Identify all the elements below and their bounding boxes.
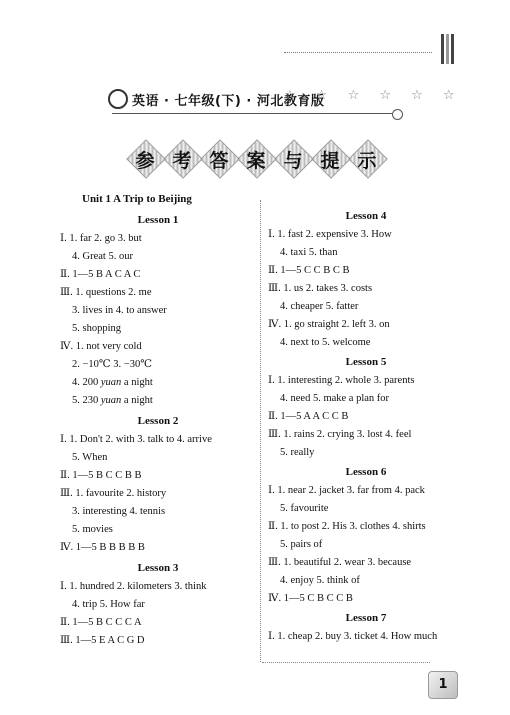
answer-line: 4. next to 5. welcome: [280, 337, 371, 348]
answer-line: 4. cheaper 5. fatter: [280, 301, 359, 312]
answer-line: 4. enjoy 5. think of: [280, 575, 360, 586]
answer-line: 5. favourite: [280, 503, 329, 514]
heading-char: 提: [312, 140, 348, 176]
section-heading: [127, 140, 385, 176]
lesson-title: Lesson 3: [137, 562, 179, 574]
answer-line: 5. pairs of: [280, 539, 323, 550]
answer-line: 4. Great 5. our: [72, 251, 133, 262]
unit-title: Unit 1 A Trip to Beijing: [82, 193, 192, 205]
top-dotted-rule: [284, 52, 432, 53]
answer-line: Ⅲ. 1. rains 2. crying 3. lost 4. feel: [268, 429, 412, 440]
answer-line: 3. lives in 4. to answer: [72, 305, 167, 316]
answer-line: Ⅲ. 1. us 2. takes 3. costs: [268, 283, 373, 294]
answer-line: Ⅱ. 1—5 B C C C A: [60, 617, 142, 628]
answer-line: 4. need 5. make a plan for: [280, 393, 390, 404]
answer-line: Ⅳ. 1. not very cold: [60, 341, 142, 352]
heading-char: 示: [349, 140, 385, 176]
answer-line: Ⅰ. 1. Don't 2. with 3. talk to 4. arrive: [60, 434, 212, 445]
answer-line: 4. taxi 5. than: [280, 247, 338, 258]
answer-line: Ⅳ. 1—5 B B B B B: [60, 542, 145, 553]
answer-line: Ⅰ. 1. far 2. go 3. but: [60, 233, 142, 244]
answer-line: Ⅲ. 1—5 E A C G D: [60, 635, 145, 646]
star-row-icon: ☆ ☆ ☆ ☆ ☆ ☆: [284, 88, 463, 103]
lesson-title: Lesson 6: [345, 466, 387, 478]
answer-line: 3. interesting 4. tennis: [72, 506, 166, 517]
answer-line: Ⅱ. 1—5 B A C A C: [60, 269, 141, 280]
answer-line: Ⅳ. 1. go straight 2. left 3. on: [268, 319, 390, 330]
answer-line: Ⅱ. 1—5 C C B C B: [268, 265, 350, 276]
answer-line: Ⅱ. 1—5 A A C C B: [268, 411, 349, 422]
footer-dotted-rule: [262, 662, 430, 663]
answer-line: 5. When: [72, 452, 108, 463]
lesson-title: Lesson 7: [345, 612, 387, 624]
answer-line: Ⅱ. 1—5 B C C B B: [60, 470, 142, 481]
answer-line: Ⅲ. 1. questions 2. me: [60, 287, 152, 298]
answer-line: Ⅱ. 1. to post 2. His 3. clothes 4. shirts: [268, 521, 426, 532]
answer-line: 5. movies: [72, 524, 113, 535]
answer-line: 4. 200 yuan a night: [72, 377, 153, 388]
answer-line: 4. trip 5. How far: [72, 599, 145, 610]
book-banner: [108, 88, 463, 110]
column-divider: [260, 200, 261, 662]
small-ring-icon: [392, 109, 403, 120]
heading-char: 案: [238, 140, 274, 176]
lesson-title: Lesson 1: [137, 214, 179, 226]
answer-line: Ⅳ. 1—5 C B C C B: [268, 593, 353, 604]
answer-line: Ⅲ. 1. beautiful 2. wear 3. because: [268, 557, 412, 568]
answer-line: Ⅰ. 1. cheap 2. buy 3. ticket 4. How much: [268, 631, 438, 642]
heading-char: 与: [275, 140, 311, 176]
book-title: 英语 · 七年级(下) · 河北教育版: [132, 94, 325, 109]
answer-line: 5. really: [280, 447, 315, 458]
answer-line: Ⅲ. 1. favourite 2. history: [60, 488, 167, 499]
lesson-title: Lesson 5: [345, 356, 387, 368]
top-bar-ornament: [441, 34, 457, 64]
page-number: 1: [428, 671, 458, 699]
lesson-title: Lesson 2: [137, 415, 179, 427]
heading-char: 参: [127, 140, 163, 176]
answer-line: 2. −10℃ 3. −30℃: [72, 359, 152, 370]
answer-line: 5. shopping: [72, 323, 122, 334]
heading-char: 考: [164, 140, 200, 176]
lesson-title: Lesson 4: [345, 210, 387, 222]
ring-icon: [108, 89, 128, 109]
answer-line: Ⅰ. 1. fast 2. expensive 3. How: [268, 229, 392, 240]
banner-underline: [112, 113, 392, 114]
answer-line: Ⅰ. 1. near 2. jacket 3. far from 4. pack: [268, 485, 425, 496]
answer-line: Ⅰ. 1. hundred 2. kilometers 3. think: [60, 581, 207, 592]
answer-line: 5. 230 yuan a night: [72, 395, 153, 406]
heading-char: 答: [201, 140, 237, 176]
answer-line: Ⅰ. 1. interesting 2. whole 3. parents: [268, 375, 415, 386]
